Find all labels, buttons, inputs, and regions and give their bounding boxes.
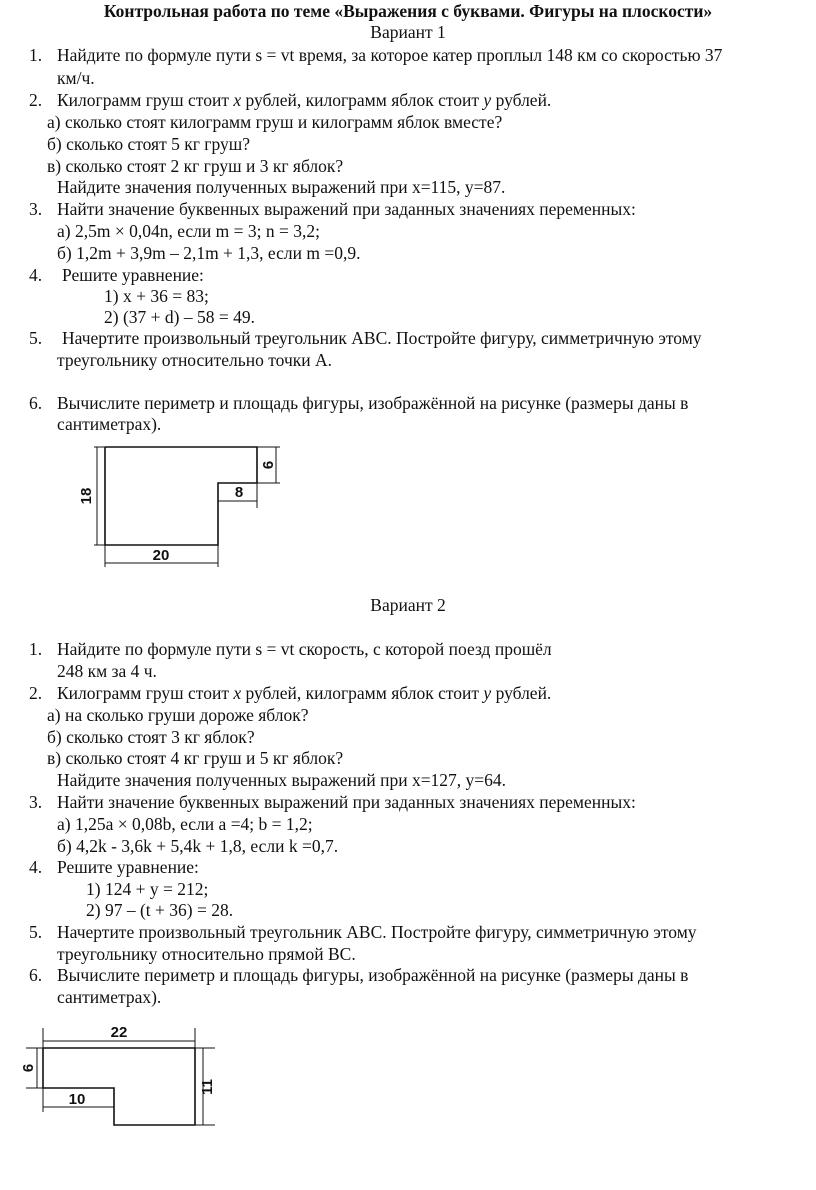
v1-q2-stem-a: Килограмм груш стоит [57, 90, 234, 110]
v1-q4-stem: Решите уравнение: [62, 265, 204, 285]
v2-q3-a: а) 1,25a × 0,08b, если a =4; b = 1,2; [57, 814, 313, 834]
v2-label-right: 11 [199, 1079, 216, 1095]
v1-q2-var-y: y [483, 90, 492, 110]
v1-q2-number: 2. [29, 90, 43, 110]
v1-q1-line2: км/ч. [57, 68, 95, 88]
v2-q3-stem: Найти значение буквенных выражений при заданных значениях переменных: [57, 792, 636, 812]
variant-2-heading: Вариант 2 [370, 595, 446, 615]
v1-q2-var-x: x [233, 90, 242, 110]
v1-q2-stem-b: рублей, килограмм яблок стоит [241, 90, 484, 110]
v1-figure [0, 0, 816, 580]
v2-q2-var-y: y [483, 683, 492, 703]
v2-q4-number: 4. [29, 857, 43, 877]
v1-label-notch-width: 8 [234, 484, 244, 501]
v1-q2-find: Найдите значения полученных выражений при x=115, y=87. [57, 177, 506, 197]
v2-label-notch-width: 10 [68, 1091, 86, 1108]
v1-q3-a: а) 2,5m × 0,04n, если m = 3; n = 3,2; [57, 221, 320, 241]
v1-q5-line2: треугольнику относительно точки А. [57, 350, 333, 370]
v2-q2-b: б) сколько стоят 3 кг яблок? [47, 727, 255, 747]
v1-q1-number: 1. [29, 45, 43, 65]
v2-q5-number: 5. [29, 922, 43, 942]
v2-q2-stem [57, 682, 551, 704]
v2-q1-line2: 248 км за 4 ч. [57, 661, 157, 681]
v2-q2-find: Найдите значения полученных выражений при x=127, y=64. [57, 770, 507, 790]
v1-label-height: 18 [78, 487, 95, 505]
v1-q6-line2: сантиметрах). [57, 414, 162, 434]
variant-1-heading: Вариант 1 [370, 22, 446, 42]
v1-q3-number: 3. [29, 199, 43, 219]
v2-q4-eq1: 1) 124 + y = 212; [86, 879, 209, 899]
v2-q2-a: а) на сколько груши дороже яблок? [47, 705, 309, 725]
v1-q4-eq1: 1) x + 36 = 83; [104, 286, 209, 306]
v2-q1-line1: Найдите по формуле пути s = vt скорость, с которой поезд прошёл [57, 639, 552, 659]
v1-q1-line1: Найдите по формуле пути s = vt время, за которое катер проплыл 148 км со скоростью 37 [57, 45, 723, 65]
v2-q3-b: б) 4,2k - 3,6k + 5,4k + 1,8, если k =0,7. [57, 836, 339, 856]
v2-q2-var-x: x [233, 683, 242, 703]
v2-q2-number: 2. [29, 683, 43, 703]
v2-q2-stem-b: рублей, килограмм яблок стоит [241, 683, 484, 703]
v2-q2-c: в) сколько стоят 4 кг груш и 5 кг яблок? [47, 748, 344, 768]
v2-q4-eq2: 2) 97 – (t + 36) = 28. [86, 900, 234, 920]
v2-figure-outline [43, 1048, 195, 1125]
v1-q3-b: б) 1,2m + 3,9m – 2,1m + 1,3, если m =0,9. [57, 243, 361, 263]
v2-q6-line2: сантиметрах). [57, 987, 162, 1007]
v2-q2-stem-a: Килограмм груш стоит [57, 683, 234, 703]
v2-q5-line2: треугольнику относительно прямой BC. [57, 944, 356, 964]
v1-q2-b: б) сколько стоят 5 кг груш? [47, 134, 251, 154]
page-title: Контрольная работа по теме «Выражения с буквами. Фигуры на плоскости» [103, 1, 713, 21]
v1-q2-a: а) сколько стоят килограмм груш и килограмм яблок вместе? [47, 112, 503, 132]
v2-q6-number: 6. [29, 965, 43, 985]
v2-label-top: 22 [110, 1024, 128, 1041]
v1-q5-line1: Начертите произвольный треугольник ABC. Постройте фигуру, симметричную этому [62, 328, 702, 348]
v2-q2-stem-c: рублей. [491, 683, 552, 703]
v2-q1-number: 1. [29, 639, 43, 659]
v1-q5-number: 5. [29, 328, 43, 348]
v2-figure [0, 1010, 816, 1190]
v1-q2-c: в) сколько стоят 2 кг груш и 3 кг яблок? [47, 156, 344, 176]
v1-q4-eq2: 2) (37 + d) – 58 = 49. [104, 307, 255, 327]
v1-q4-number: 4. [29, 265, 43, 285]
v1-q3-stem: Найти значение буквенных выражений при заданных значениях переменных: [57, 199, 636, 219]
v1-label-notch-height: 6 [260, 460, 277, 470]
v2-q3-number: 3. [29, 792, 43, 812]
v1-q6-line1: Вычислите периметр и площадь фигуры, изображённой на рисунке (размеры даны в [57, 393, 689, 413]
v1-q2-stem-c: рублей. [491, 90, 552, 110]
v2-label-left: 6 [20, 1063, 37, 1073]
v2-q5-line1: Начертите произвольный треугольник ABC. Постройте фигуру, симметричную этому [57, 922, 697, 942]
v1-label-bottom: 20 [152, 547, 170, 564]
v2-q4-stem: Решите уравнение: [57, 857, 199, 877]
v1-q6-number: 6. [29, 393, 43, 413]
v2-q6-line1: Вычислите периметр и площадь фигуры, изображённой на рисунке (размеры даны в [57, 965, 689, 985]
